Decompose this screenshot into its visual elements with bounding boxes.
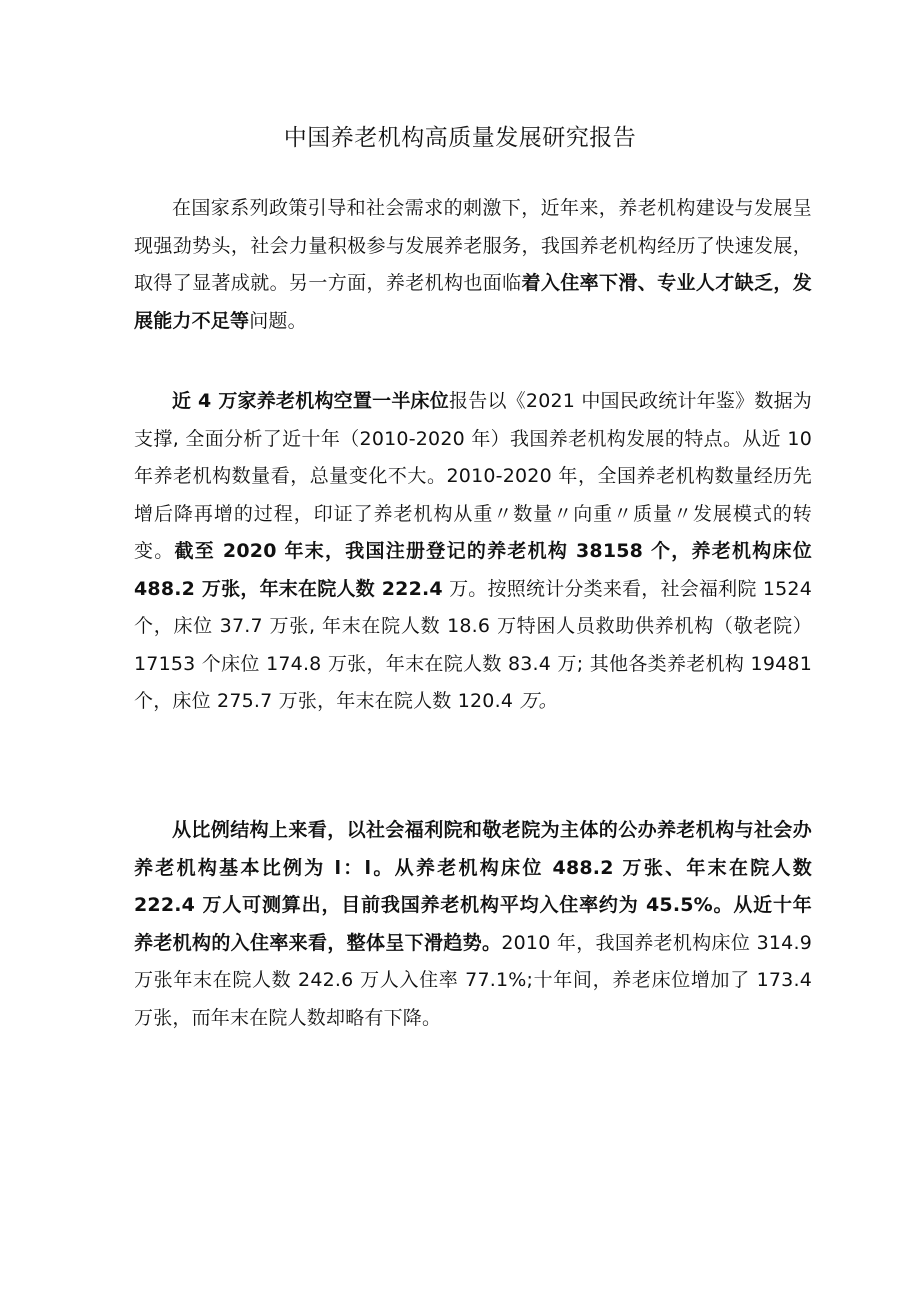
- intro-text-1: 在国家系列政策引导和社会需求的刺激下，近年来，养老机构建设与发展呈现强劲势头，社会力量积极参与发展养老服务，我国养老机构经历了快速发展，取得了显著成就。另一方面，养老机构也面临: [134, 197, 812, 294]
- occupancy-bold-text: 从比例结构上来看，以社会福利院和敬老院为主体的公办养老机构与社会办养老机构基本比例为 l：l。从养老机构床位 488.2 万张、年末在院人数 222.4 万人可测算出，目前我国养老机构平均入住率约为 45.5%。从近十年养老机构的入住率来看，整体呈下滑趋势。: [134, 819, 812, 954]
- intro-bold-text: 着入住率下滑、专业人才缺乏，发展能力不足等: [134, 272, 812, 332]
- paragraph-intro: [134, 190, 812, 340]
- stats-heading-bold: 近 4 万家养老机构空置一半床位: [172, 390, 450, 412]
- stats-bold-figures: 截至 2020 年末，我国注册登记的养老机构 38158 个，养老机构床位 488.2 万张，年末在院人数 222.4: [134, 540, 813, 600]
- occupancy-text: 2010 年，我国养老机构床位 314.9 万张年末在院人数 242.6 万人入住率 77.1%;十年间，养老床位增加了 173.4 万张，而年末在院人数却略有下降。: [134, 931, 812, 1029]
- intro-text-2: 问题。: [249, 309, 307, 332]
- paragraph-statistics: [134, 383, 812, 721]
- stats-text-1: 报告以《2021 中国民政统计年鉴》数据为支撑, 全面分析了近十年（2010-2020 年）我国养老机构发展的特点。从近 10 年养老机构数量看，总量变化不大。2010-2020 年，全国养老机构数量经历先增后降再增的过程，印证了养老机构从重〃数量〃向重〃质量〃发展模式的转变。: [134, 390, 812, 562]
- paragraph-occupancy: [134, 812, 812, 1037]
- document-title: 中国养老机构高质量发展研究报告: [283, 125, 637, 151]
- stats-text-3: 万。: [519, 690, 558, 712]
- stats-text-2: 万。按照统计分类来看，社会福利院 1524 个，床位 37.7 万张, 年末在院人数 18.6 万特困人员救助供养机构（敬老院）17153 个床位 174.8 万张，年末在院人数 83.4 万; 其他各类养老机构 19481 个，床位 275.7 万张，年末在院人数 120.4: [134, 577, 812, 712]
